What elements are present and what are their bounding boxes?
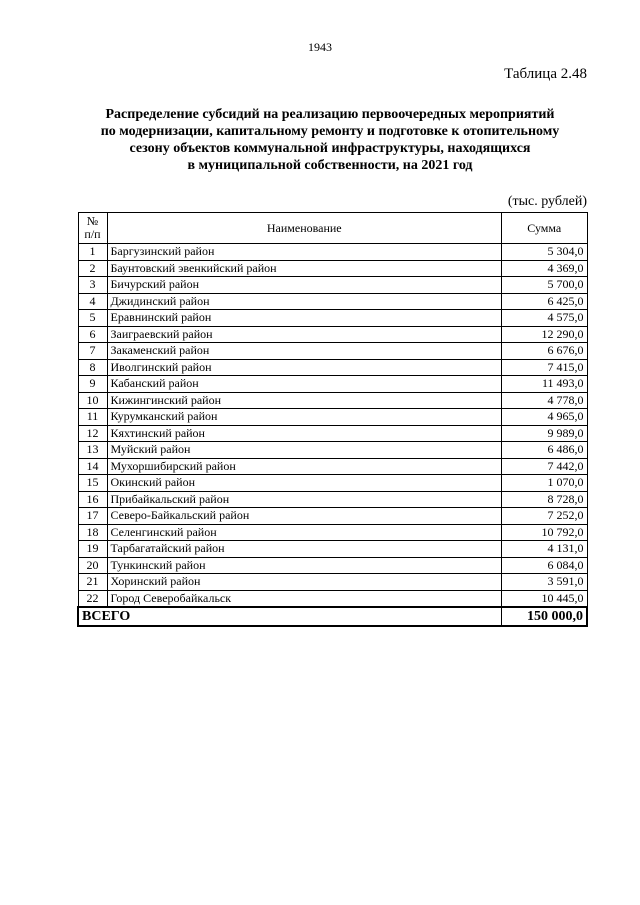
table-reference: Таблица 2.48	[504, 66, 587, 82]
row-number: 4	[78, 293, 107, 310]
row-number: 8	[78, 359, 107, 376]
row-sum: 12 290,0	[502, 326, 588, 343]
row-sum: 6 425,0	[502, 293, 588, 310]
row-sum: 11 493,0	[502, 376, 588, 393]
row-sum: 6 084,0	[502, 557, 588, 574]
row-number: 5	[78, 310, 107, 327]
row-name: Еравнинский район	[107, 310, 502, 327]
row-sum: 10 445,0	[502, 590, 588, 607]
table-row	[78, 343, 587, 360]
row-number: 9	[78, 376, 107, 393]
table-row	[78, 574, 587, 591]
row-number: 17	[78, 508, 107, 525]
table-row	[78, 491, 587, 508]
table-body	[78, 244, 587, 627]
row-sum: 10 792,0	[502, 524, 588, 541]
row-name: Кяхтинский район	[107, 425, 502, 442]
row-name: Джидинский район	[107, 293, 502, 310]
row-number: 20	[78, 557, 107, 574]
row-number: 1	[78, 244, 107, 261]
row-sum: 6 486,0	[502, 442, 588, 459]
subsidy-table	[77, 212, 588, 627]
total-sum: 150 000,0	[502, 607, 588, 626]
table-row	[78, 409, 587, 426]
row-number: 6	[78, 326, 107, 343]
title-line: сезону объектов коммунальной инфраструктуры, находящихся	[129, 141, 531, 156]
total-label: ВСЕГО	[78, 607, 502, 626]
row-number: 22	[78, 590, 107, 607]
row-sum: 5 304,0	[502, 244, 588, 261]
row-name: Мухоршибирский район	[107, 458, 502, 475]
row-name: Закаменский район	[107, 343, 502, 360]
table-row	[78, 244, 587, 261]
row-name: Хоринский район	[107, 574, 502, 591]
row-sum: 5 700,0	[502, 277, 588, 294]
header-number-line1: №	[86, 214, 99, 228]
units-label: (тыс. рублей)	[507, 194, 587, 209]
row-sum: 9 989,0	[502, 425, 588, 442]
row-name: Баунтовский эвенкийский район	[107, 260, 502, 277]
table-row	[78, 376, 587, 393]
row-name: Тарбагатайский район	[107, 541, 502, 558]
row-sum: 7 442,0	[502, 458, 588, 475]
row-name: Заиграевский район	[107, 326, 502, 343]
row-name: Тункинский район	[107, 557, 502, 574]
row-name: Кабанский район	[107, 376, 502, 393]
row-number: 15	[78, 475, 107, 492]
table-row	[78, 293, 587, 310]
table-row	[78, 508, 587, 525]
table-header-row	[78, 213, 587, 244]
header-number-line2: п/п	[84, 227, 101, 241]
row-sum: 4 369,0	[502, 260, 588, 277]
row-number: 10	[78, 392, 107, 409]
row-number: 14	[78, 458, 107, 475]
title-line: в муниципальной собственности, на 2021 год	[187, 158, 473, 173]
row-name: Прибайкальский район	[107, 491, 502, 508]
header-name: Наименование	[107, 213, 502, 244]
table-row	[78, 541, 587, 558]
row-sum: 3 591,0	[502, 574, 588, 591]
table-row	[78, 359, 587, 376]
row-name: Окинский район	[107, 475, 502, 492]
table-row	[78, 475, 587, 492]
row-number: 19	[78, 541, 107, 558]
row-name: Город Северобайкальск	[107, 590, 502, 607]
row-name: Иволгинский район	[107, 359, 502, 376]
row-sum: 4 575,0	[502, 310, 588, 327]
row-sum: 8 728,0	[502, 491, 588, 508]
table-row	[78, 326, 587, 343]
title-line: Распределение субсидий на реализацию первоочередных мероприятий	[105, 107, 555, 122]
row-number: 3	[78, 277, 107, 294]
row-name: Кижингинский район	[107, 392, 502, 409]
table-row	[78, 260, 587, 277]
row-number: 11	[78, 409, 107, 426]
row-sum: 4 131,0	[502, 541, 588, 558]
row-number: 16	[78, 491, 107, 508]
row-sum: 1 070,0	[502, 475, 588, 492]
title-line: по модернизации, капитальному ремонту и подготовке к отопительному	[100, 124, 560, 139]
table-row	[78, 442, 587, 459]
row-sum: 4 965,0	[502, 409, 588, 426]
row-name: Баргузинский район	[107, 244, 502, 261]
table-row	[78, 458, 587, 475]
table-row	[78, 310, 587, 327]
row-name: Селенгинский район	[107, 524, 502, 541]
row-name: Северо-Байкальский район	[107, 508, 502, 525]
row-number: 7	[78, 343, 107, 360]
total-row	[78, 607, 587, 626]
row-sum: 7 415,0	[502, 359, 588, 376]
row-number: 13	[78, 442, 107, 459]
header-number	[78, 213, 107, 244]
table-row	[78, 425, 587, 442]
row-number: 2	[78, 260, 107, 277]
table-row	[78, 392, 587, 409]
page-number: 1943	[308, 40, 332, 54]
row-number: 12	[78, 425, 107, 442]
row-number: 21	[78, 574, 107, 591]
row-name: Курумканский район	[107, 409, 502, 426]
row-name: Бичурский район	[107, 277, 502, 294]
row-name: Муйский район	[107, 442, 502, 459]
row-number: 18	[78, 524, 107, 541]
document-title	[60, 106, 600, 174]
row-sum: 6 676,0	[502, 343, 588, 360]
table-row	[78, 277, 587, 294]
table-row	[78, 524, 587, 541]
row-sum: 7 252,0	[502, 508, 588, 525]
row-sum: 4 778,0	[502, 392, 588, 409]
header-sum: Сумма	[502, 213, 588, 244]
table-row	[78, 557, 587, 574]
table-row	[78, 590, 587, 607]
